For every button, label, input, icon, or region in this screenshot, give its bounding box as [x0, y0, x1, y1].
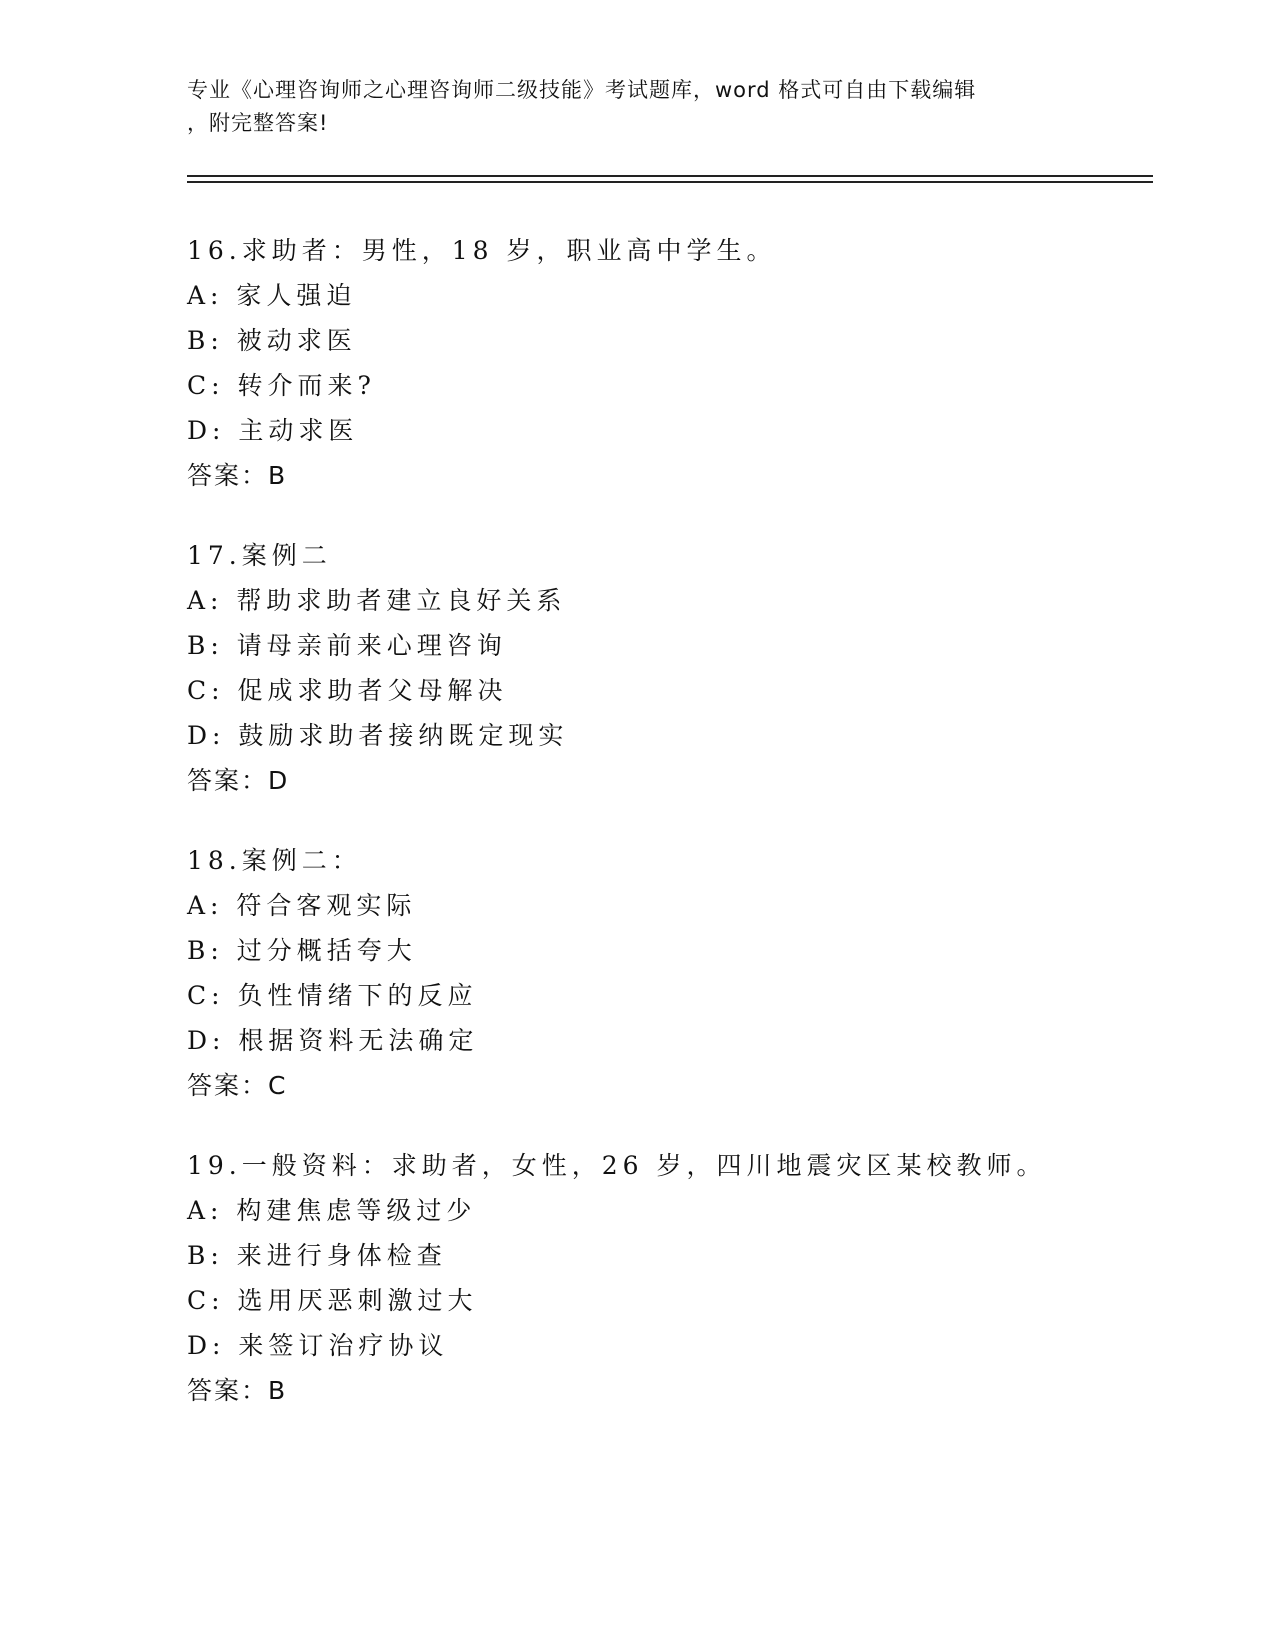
option-d: D: 根据资料无法确定: [187, 1026, 479, 1055]
option-d: D: 来签订治疗协议: [187, 1331, 449, 1360]
option-a: A: 构建焦虑等级过少: [187, 1196, 477, 1225]
document-header: [187, 74, 1087, 140]
option-c: C: 促成求助者父母解决: [187, 676, 508, 705]
question-19: [187, 1143, 1147, 1413]
header-line-1: 专业《心理咨询师之心理咨询师二级技能》考试题库，word 格式可自由下载编辑: [187, 78, 977, 102]
answer-line: 答案：C: [187, 1071, 288, 1100]
answer-line: 答案：B: [187, 461, 288, 490]
header-divider-bottom: [187, 181, 1153, 183]
option-a: A: 符合客观实际: [187, 891, 417, 920]
question-stem: 17.案例二: [187, 541, 332, 570]
question-stem: 19.一般资料：求助者，女性，26 岁，四川地震灾区某校教师。: [187, 1151, 1047, 1180]
option-c: C: 负性情绪下的反应: [187, 981, 478, 1010]
option-b: B: 过分概括夸大: [187, 936, 417, 965]
answer-line: 答案：B: [187, 1376, 288, 1405]
option-c: C: 转介而来?: [187, 371, 376, 400]
header-line-2: ，附完整答案!: [187, 111, 329, 135]
option-b: B: 请母亲前来心理咨询: [187, 631, 507, 660]
question-stem: 18.案例二：: [187, 846, 362, 875]
option-a: A: 帮助求助者建立良好关系: [187, 586, 567, 615]
question-16: [187, 228, 1147, 498]
option-b: B: 来进行身体检查: [187, 1241, 447, 1270]
option-a: A: 家人强迫: [187, 281, 357, 310]
question-17: [187, 533, 1147, 803]
answer-line: 答案：D: [187, 766, 290, 795]
header-divider-top: [187, 175, 1153, 177]
option-d: D: 主动求医: [187, 416, 359, 445]
option-b: B: 被动求医: [187, 326, 357, 355]
option-d: D: 鼓励求助者接纳既定现实: [187, 721, 569, 750]
question-18: [187, 838, 1147, 1108]
question-stem: 16.求助者：男性，18 岁，职业高中学生。: [187, 236, 777, 265]
option-c: C: 选用厌恶刺激过大: [187, 1286, 478, 1315]
